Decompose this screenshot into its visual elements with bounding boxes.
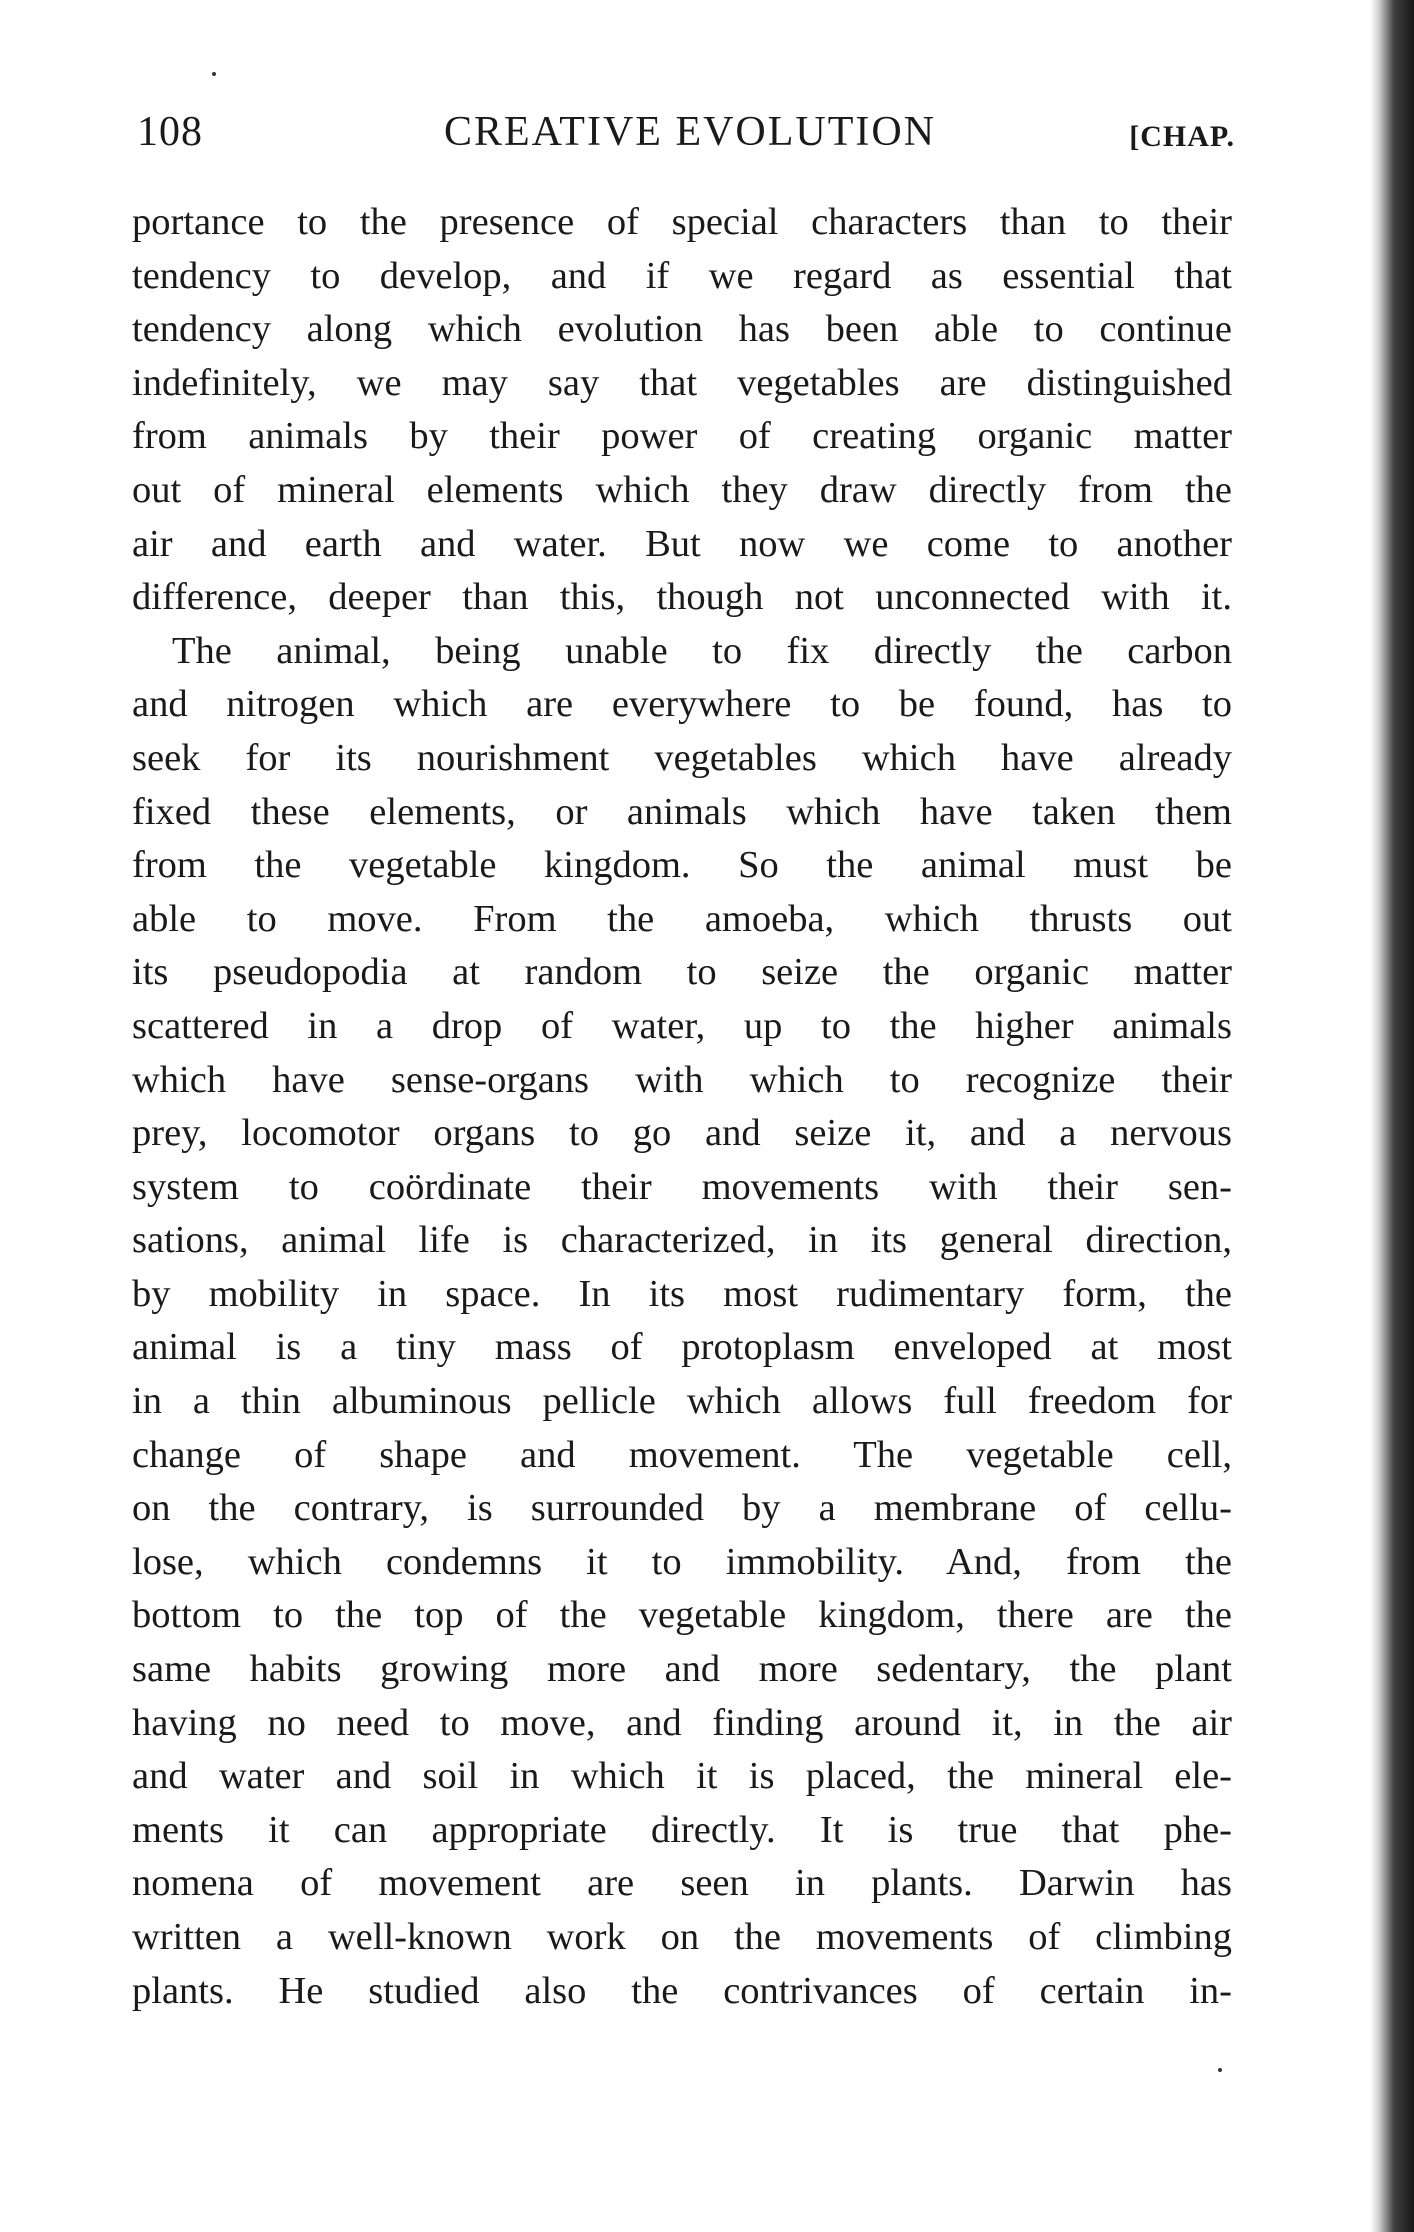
text-line: out of mineral elements which they draw directly from the — [132, 468, 1232, 511]
text-line: same habits growing more and more sedentary, the plant — [132, 1648, 1232, 1691]
text-line: from the vegetable kingdom. So the animal must be — [132, 844, 1232, 887]
text-line: which have sense-organs with which to recognize their — [132, 1058, 1232, 1101]
text-line: and nitrogen which are everywhere to be found, has to — [132, 683, 1232, 726]
text-line: system to coördinate their movements with their sen- — [132, 1165, 1232, 1208]
body-text — [132, 196, 1232, 2018]
text-line: written a well-known work on the movements of climbing — [132, 1916, 1232, 1958]
text-line: The animal, being unable to fix directly the carbon — [172, 629, 1232, 672]
text-line: plants. He studied also the contrivances of certain in- — [132, 1969, 1232, 2012]
text-line: bottom to the top of the vegetable kingdom, there are the — [132, 1594, 1232, 1637]
text-line: nomena of movement are seen in plants. Darwin has — [132, 1862, 1232, 1905]
running-title: CREATIVE EVOLUTION — [443, 109, 937, 155]
text-line: sations, animal life is characterized, in its general direction, — [132, 1219, 1232, 1262]
text-line: seek for its nourishment vegetables which have already — [132, 736, 1232, 779]
chapter-tag: [CHAP. — [1129, 120, 1235, 153]
text-line: its pseudopodia at random to seize the organic matter — [132, 951, 1232, 994]
text-line: change of shape and movement. The vegetable cell, — [132, 1433, 1232, 1476]
text-line: animal is a tiny mass of protoplasm enveloped at most — [132, 1326, 1232, 1369]
text-line: from animals by their power of creating organic matter — [132, 415, 1232, 458]
text-line: tendency to develop, and if we regard as essential that — [132, 254, 1232, 297]
text-line: on the contrary, is surrounded by a membrane of cellu- — [132, 1487, 1232, 1530]
text-line: in a thin albuminous pellicle which allows full freedom for — [132, 1380, 1232, 1423]
text-line: able to move. From the amoeba, which thrusts out — [132, 897, 1232, 940]
text-line: ments it can appropriate directly. It is true that phe- — [132, 1808, 1232, 1851]
text-line: having no need to move, and finding around it, in the air — [132, 1701, 1232, 1744]
running-head — [135, 108, 1235, 168]
text-line: prey, locomotor organs to go and seize it, and a nervous — [132, 1112, 1232, 1155]
text-line: scattered in a drop of water, up to the higher animals — [132, 1004, 1232, 1047]
text-line: lose, which condemns it to immobility. And, from the — [132, 1540, 1232, 1583]
text-line: indefinitely, we may say that vegetables are distinguished — [132, 361, 1232, 404]
page-number: 108 — [137, 109, 203, 155]
text-line: tendency along which evolution has been able to continue — [132, 308, 1232, 351]
paragraph-2 — [132, 625, 1232, 2018]
paragraph-1 — [132, 196, 1232, 625]
ink-speck — [1218, 2068, 1222, 2072]
text-line: portance to the presence of special characters than to their — [132, 201, 1232, 243]
ink-speck — [212, 72, 216, 76]
text-line: difference, deeper than this, though not unconnected with it. — [132, 576, 1232, 619]
text-line: and water and soil in which it is placed, the mineral ele- — [132, 1755, 1232, 1798]
text-line: air and earth and water. But now we come to another — [132, 522, 1232, 565]
page-edge-shadow — [1370, 0, 1414, 2232]
text-line: by mobility in space. In its most rudimentary form, the — [132, 1272, 1232, 1315]
text-line: fixed these elements, or animals which have taken them — [132, 790, 1232, 833]
